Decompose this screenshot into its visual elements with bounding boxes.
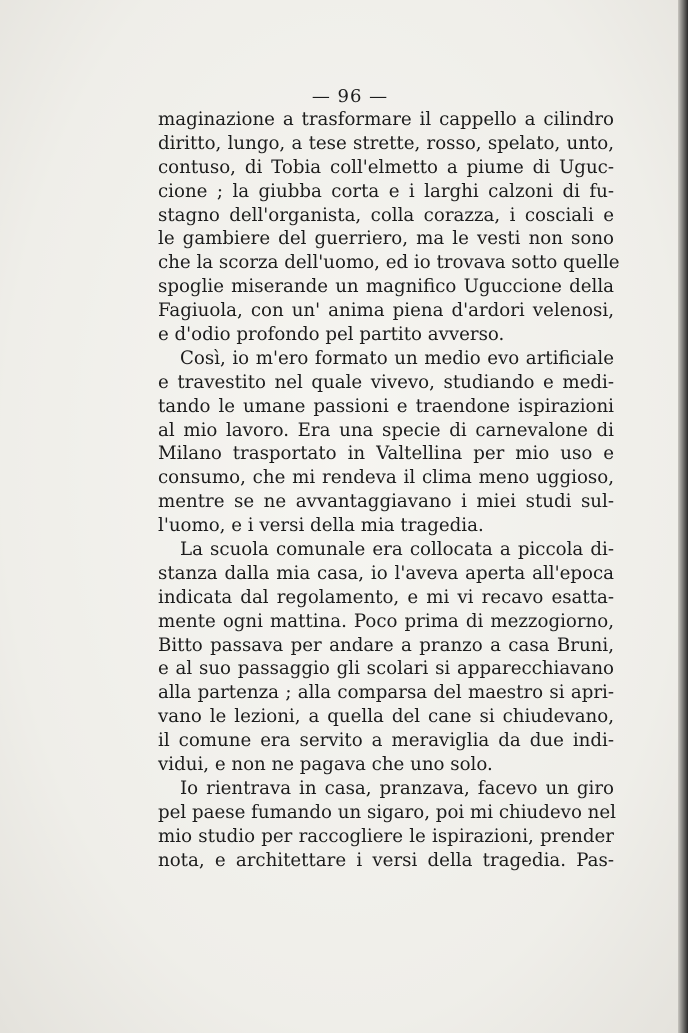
text-line: cione ; la giubba corta e i larghi calzoni di fu- [158, 180, 614, 202]
text-line: e d'odio profondo pel partito avverso. [158, 324, 505, 346]
paragraph-3 [158, 538, 614, 777]
text-line: nota, e architettare i versi della tragedia. Pas- [158, 849, 614, 871]
paragraph-1 [158, 108, 620, 347]
text-line: mentre se ne avvantaggiavano i miei studi sul- [158, 491, 614, 513]
text-line: Bitto passava per andare a pranzo a casa Bruni, [158, 634, 614, 656]
paragraph-2 [158, 347, 614, 538]
text-line: maginazione a trasformare il cappello a cilindro [158, 109, 614, 130]
text-line: stanza dalla mia casa, io l'aveva aperta all'epoca [158, 562, 614, 584]
text-line: Così, io m'ero formato un medio evo artificiale [180, 347, 614, 369]
text-line: alla partenza ; alla comparsa del maestro si apri- [158, 682, 614, 704]
text-line: diritto, lungo, a tese strette, rosso, spelato, unto, [158, 132, 614, 154]
text-line: stagno dell'organista, colla corazza, i cosciali e [158, 204, 614, 226]
page-number: — 96 — [311, 86, 389, 107]
text-line: mente ogni mattina. Poco prima di mezzogiorno, [158, 610, 614, 632]
page-edge-shadow [678, 0, 688, 1033]
text-line: e travestito nel quale vivevo, studiando e medi- [158, 371, 614, 393]
body-text [158, 108, 620, 873]
text-line: vano le lezioni, a quella del cane si chiudevano, [158, 706, 614, 728]
text-line: e al suo passaggio gli scolari si apparecchiavano [158, 658, 614, 680]
paragraph-4 [158, 777, 614, 873]
text-line: spoglie miserande un magnifico Uguccione della [158, 276, 614, 298]
text-line: il comune era servito a meraviglia da due indi- [158, 730, 614, 752]
text-line: Milano trasportato in Valtellina per mio uso e [158, 443, 614, 465]
text-line: che la scorza dell'uomo, ed io trovava sotto quelle [158, 252, 620, 274]
text-line: le gambiere del guerriero, ma le vesti non sono [158, 228, 614, 250]
text-line: indicata dal regolamento, e mi vi recavo esatta- [158, 586, 614, 608]
text-line: l'uomo, e i versi della mia tragedia. [158, 515, 484, 537]
text-line: al mio lavoro. Era una specie di carnevalone di [158, 419, 614, 441]
text-line: Fagiuola, con un' anima piena d'ardori velenosi, [158, 300, 614, 322]
text-line: mio studio per raccogliere le ispirazioni, prender [158, 825, 614, 847]
text-line: vidui, e non ne pagava che uno solo. [158, 754, 493, 776]
text-line: La scuola comunale era collocata a piccola di- [180, 539, 614, 561]
text-line: Io rientrava in casa, pranzava, facevo un giro [180, 777, 614, 799]
text-line: pel paese fumando un sigaro, poi mi chiudevo nel [158, 801, 616, 823]
text-line: consumo, che mi rendeva il clima meno uggioso, [158, 467, 614, 489]
text-line: contuso, di Tobia coll'elmetto a piume di Uguc- [158, 156, 614, 178]
text-line: tando le umane passioni e traendone ispirazioni [158, 395, 614, 417]
